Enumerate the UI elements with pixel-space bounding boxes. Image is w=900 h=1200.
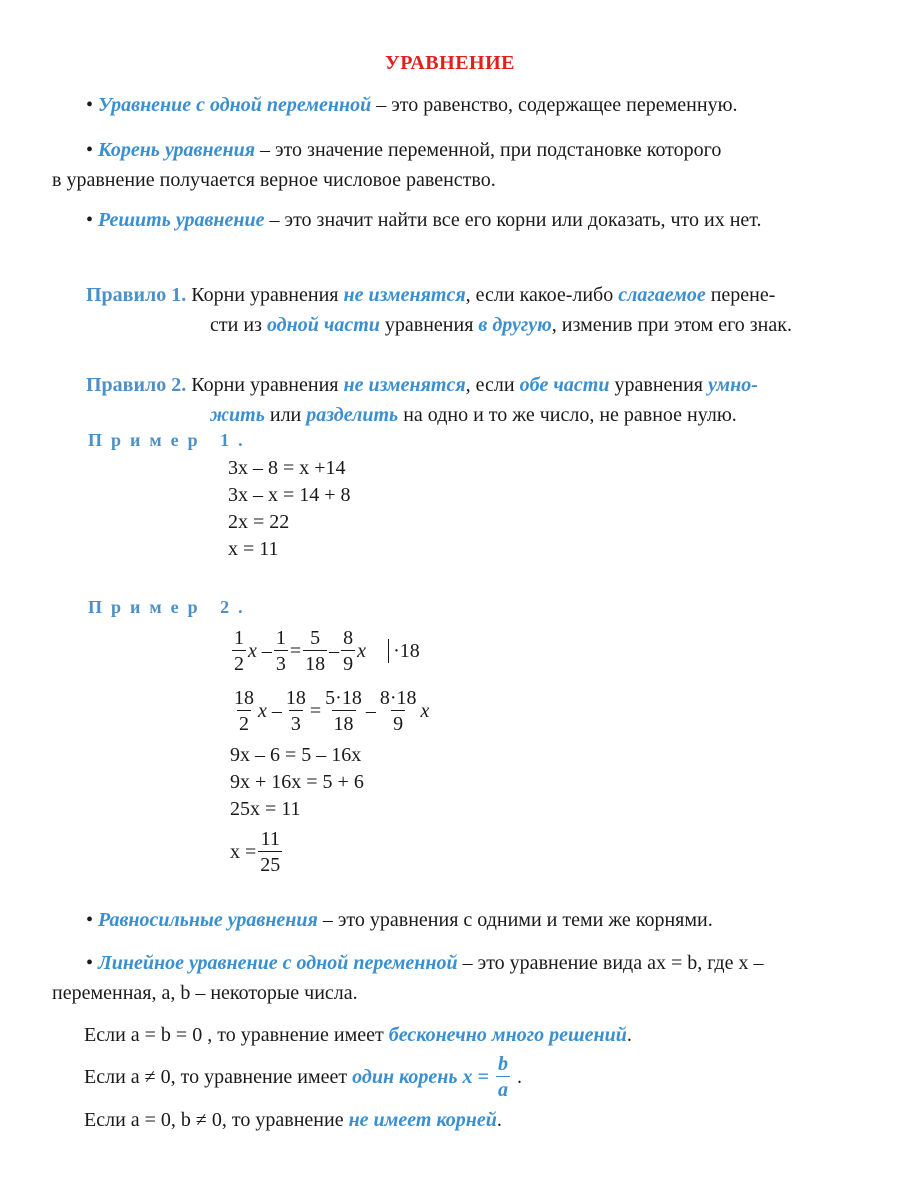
case-text: . <box>511 1066 522 1088</box>
definition-equation: • Уравнение с одной переменной – это равенство, содержащее переменную. <box>86 94 738 116</box>
example-1-solution <box>228 455 351 563</box>
definition-text: – это уравнения с одними и теми же корнями. <box>317 909 713 931</box>
case-text: . <box>626 1024 632 1046</box>
equation-line: 9x + 16x = 5 + 6 <box>230 771 364 793</box>
equation-line: 9x – 6 = 5 – 16x <box>230 744 362 766</box>
case-text: Если a ≠ 0, то уравнение имеет <box>84 1066 353 1088</box>
definition-root-cont <box>0 165 900 195</box>
rule-highlight: умно- <box>708 374 758 396</box>
rule-label: Правило 2. <box>86 374 187 396</box>
rule-highlight: слагаемое <box>618 284 706 306</box>
fraction: $\frac{18}{2}$ <box>234 686 254 735</box>
definition-equivalent: • Равносильные уравнения – это уравнения с одними и теми же корнями. <box>86 909 713 931</box>
rule-text: , если <box>465 374 520 396</box>
case-infinite <box>0 1020 900 1050</box>
rule-text: Корни уравнения <box>186 284 344 306</box>
variable: x <box>420 699 430 722</box>
case-text: Если a = 0, b ≠ 0, то уравнение <box>84 1109 349 1131</box>
rule-1 <box>0 280 900 310</box>
fraction-equation-2 <box>230 684 429 738</box>
fraction: $\frac{8\cdot 18}{9}$ <box>379 686 417 735</box>
definition-term: Решить уравнение <box>98 209 265 231</box>
rule-text: на одно и то же число, не равное нулю. <box>398 404 737 426</box>
rule-text: сти из <box>210 314 267 336</box>
rule-highlight: жить <box>210 404 265 426</box>
case-highlight: один корень x = <box>352 1066 494 1088</box>
rule-text: уравнения <box>379 314 479 336</box>
equation-line: x = 11 <box>228 538 279 560</box>
rule-1-cont <box>0 310 900 340</box>
rule-text: Корни уравнения <box>186 374 344 396</box>
definition-text: – это равенство, содержащее переменную. <box>371 94 738 116</box>
case-one-root <box>0 1053 900 1101</box>
equation-line: 3x – 8 = x +14 <box>228 457 346 479</box>
definition-linear-cont <box>0 978 900 1008</box>
example-2-solution <box>230 624 429 881</box>
fraction-equation-1 <box>230 624 429 678</box>
equation-line: 3x – x = 14 + 8 <box>228 484 351 506</box>
case-text: Если a = b = 0 , то уравнение имеет <box>84 1024 389 1046</box>
fraction: $\frac{1}{2}$ <box>234 626 244 675</box>
operator: = <box>309 699 322 722</box>
rule-label: Правило 1. <box>86 284 187 306</box>
operator: – <box>329 639 340 662</box>
variable: x <box>357 639 367 662</box>
equation-line: 25x = 11 <box>230 798 301 820</box>
example-1-label: Пример 1. <box>88 430 252 450</box>
operator: – <box>261 639 272 662</box>
fraction: $\frac{8}{9}$ <box>343 626 354 675</box>
definition-linear: • Линейное уравнение с одной переменной – это уравнение вида ax = b, где x – <box>86 952 764 974</box>
page-title: УРАВНЕНИЕ <box>385 52 515 74</box>
definition-term: Линейное уравнение с одной переменной <box>98 952 458 974</box>
definition-text: в уравнение получается верное числовое равенство. <box>52 169 496 191</box>
case-highlight: бесконечно много решений <box>388 1024 627 1046</box>
rule-highlight: обе части <box>519 374 610 396</box>
rule-text: или <box>264 404 307 426</box>
definition-root: • Корень уравнения – это значение переменной, при подстановке которого <box>86 139 722 161</box>
case-highlight: не имеет корней <box>348 1109 497 1131</box>
rule-text: перене- <box>705 284 776 306</box>
definition-text: – это значение переменной, при подстановке которого <box>255 139 722 161</box>
variable: x <box>258 699 267 722</box>
rule-highlight: в другую <box>478 314 552 336</box>
definition-term: Уравнение с одной переменной <box>98 94 372 116</box>
operator: – <box>271 699 282 722</box>
rule-highlight: не изменятся <box>343 284 466 306</box>
rule-2 <box>0 370 900 400</box>
definition-text: – это уравнение вида ax = b, где x – <box>457 952 764 974</box>
rule-highlight: не изменятся <box>343 374 466 396</box>
case-text: . <box>496 1109 502 1131</box>
fraction: $\frac{1}{3}$ <box>275 626 286 675</box>
rule-highlight: одной части <box>266 314 380 336</box>
variable: x <box>248 639 257 662</box>
rule-2-cont <box>0 400 900 430</box>
fraction: $\frac{5\cdot 18}{18}$ <box>325 686 362 735</box>
rule-text: , изменив при этом его знак. <box>551 314 792 336</box>
equation-line: 2x = 22 <box>228 511 290 533</box>
rule-highlight: разделить <box>306 404 399 426</box>
divider-bar <box>388 639 389 663</box>
final-answer <box>230 823 429 881</box>
example-2-label: Пример 2. <box>88 597 252 617</box>
definition-term: Равносильные уравнения <box>98 909 318 931</box>
fraction: $\frac{11}{25}$ <box>260 827 281 876</box>
fraction: $\frac{18}{3}$ <box>285 686 306 735</box>
answer-lhs: x = <box>230 840 257 863</box>
case-no-roots <box>0 1105 900 1135</box>
rule-text: уравнения <box>609 374 709 396</box>
operator: = <box>289 639 302 662</box>
fraction: $\frac{b}{a}$ <box>497 1052 508 1101</box>
rule-text: , если какое-либо <box>465 284 619 306</box>
definition-term: Корень уравнения <box>98 139 255 161</box>
definition-solve: • Решить уравнение – это значит найти все его корни или доказать, что их нет. <box>86 209 762 231</box>
definition-text: – это значит найти все его корни или доказать, что их нет. <box>264 209 762 231</box>
operator: – <box>365 699 376 722</box>
fraction: $\frac{5}{18}$ <box>305 626 326 675</box>
definition-text: переменная, a, b – некоторые числа. <box>52 982 358 1004</box>
multiplier: ·18 <box>393 639 420 662</box>
